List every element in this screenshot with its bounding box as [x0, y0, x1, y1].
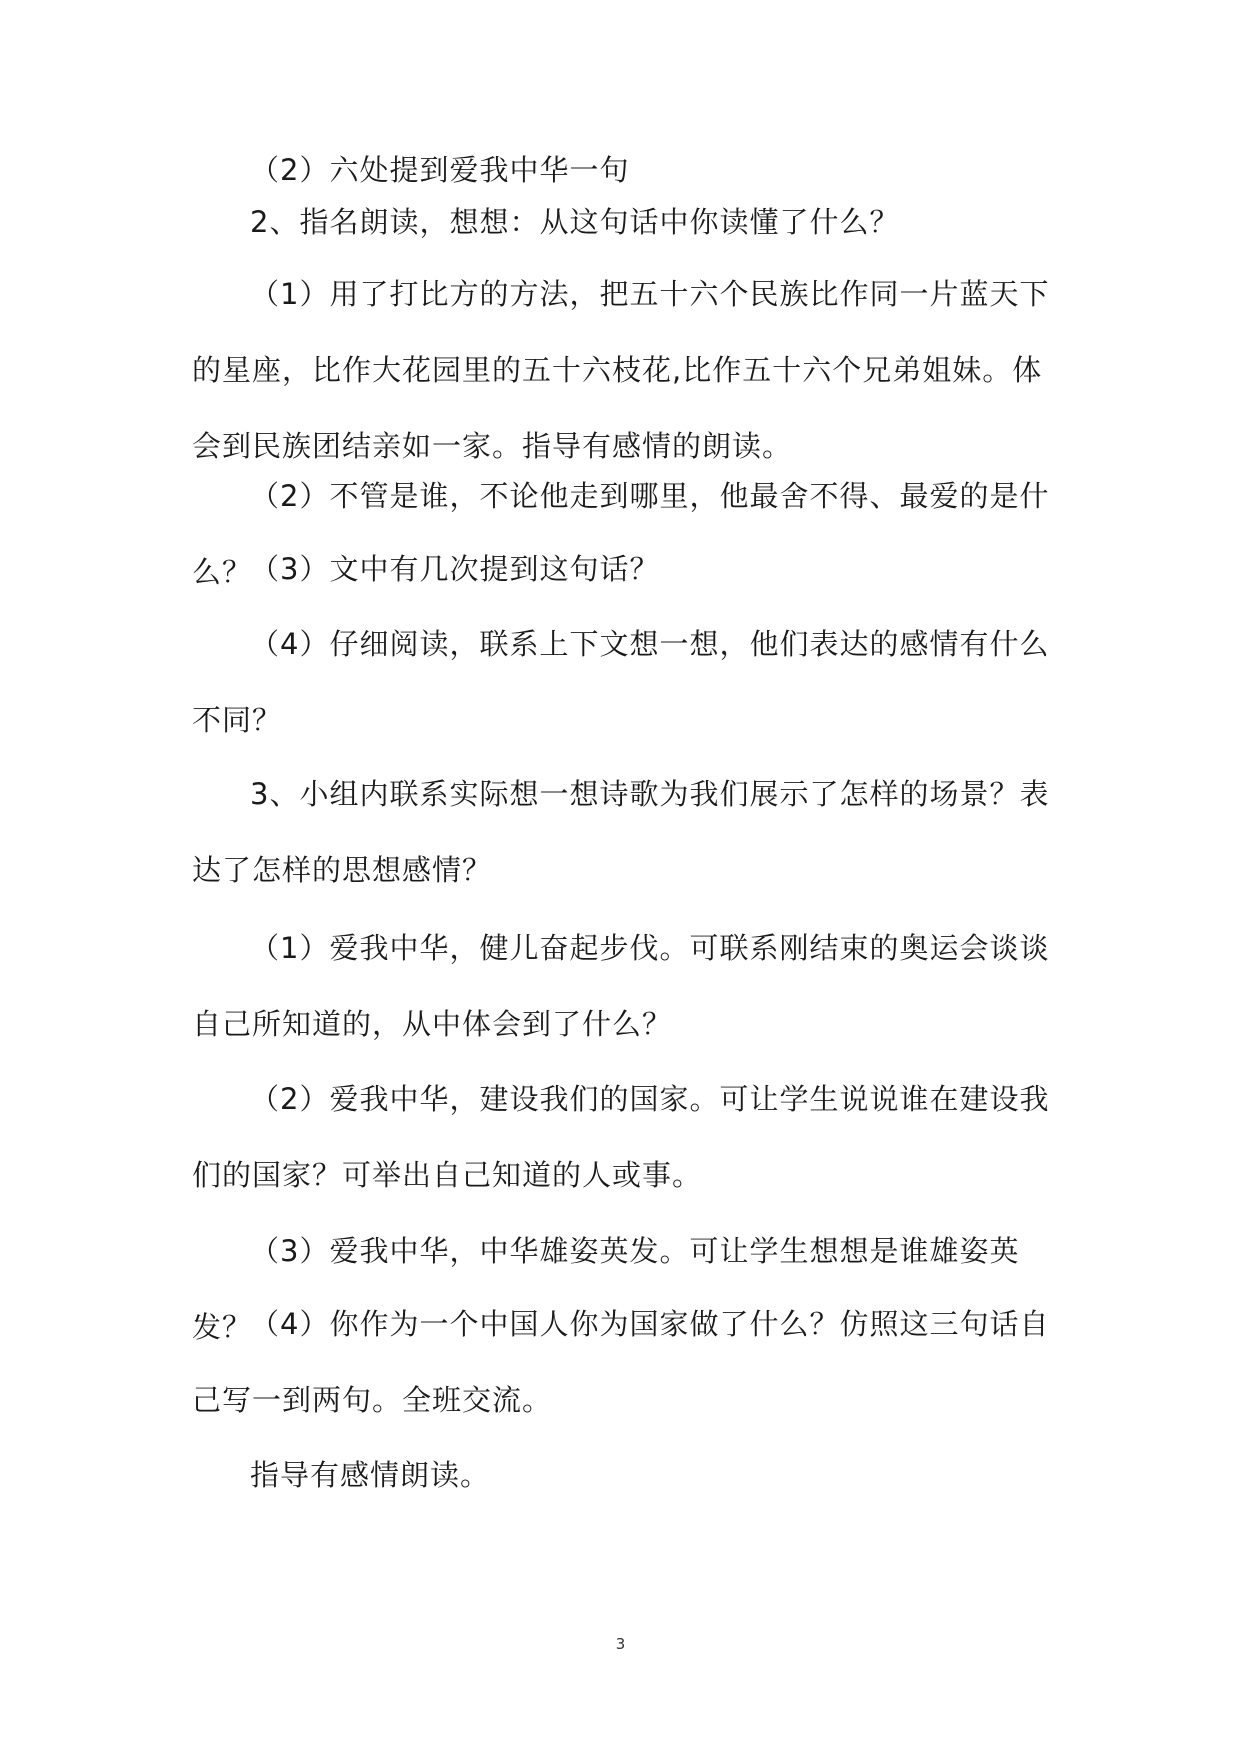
paragraph-9: （2）爱我中华，建设我们的国家。可让学生说说谁在建设我们的国家？可举出自己知道的人或事。: [192, 1082, 1050, 1192]
paragraph-2: 2、指名朗读，想想：从这句话中你读懂了什么？: [250, 205, 900, 239]
paragraph-12: 指导有感情朗读。: [250, 1458, 491, 1492]
paragraph-5: （3）文中有几次提到这句话？: [250, 552, 660, 586]
paragraph-7: 3、小组内联系实际想一想诗歌为我们展示了怎样的场景？表达了怎样的思想感情？: [192, 777, 1050, 887]
paragraph-11: （4）你作为一个中国人你为国家做了什么？仿照这三句话自己写一到两句。全班交流。: [192, 1307, 1050, 1417]
paragraph-8: （1）爱我中华，健儿奋起步伐。可联系刚结束的奥运会谈谈自己所知道的，从中体会到了什么？: [192, 931, 1050, 1041]
paragraph-3: （1）用了打比方的方法，把五十六个民族比作同一片蓝天下的星座，比作大花园里的五十六枝花,比作五十六个兄弟姐妹。体会到民族团结亲如一家。指导有感情的朗读。: [192, 277, 1050, 463]
paragraph-4: （2）不管是谁，不论他走到哪里，他最舍不得、最爱的是什么？: [192, 479, 1050, 589]
paragraph-1: （2）六处提到爱我中华一句: [250, 153, 630, 187]
paragraph-10: （3）爱我中华，中华雄姿英发。可让学生想想是谁雄姿英发？: [192, 1234, 1020, 1344]
paragraph-6: （4）仔细阅读，联系上下文想一想，他们表达的感情有什么不同？: [192, 627, 1050, 737]
page-number: 3: [615, 1635, 626, 1653]
